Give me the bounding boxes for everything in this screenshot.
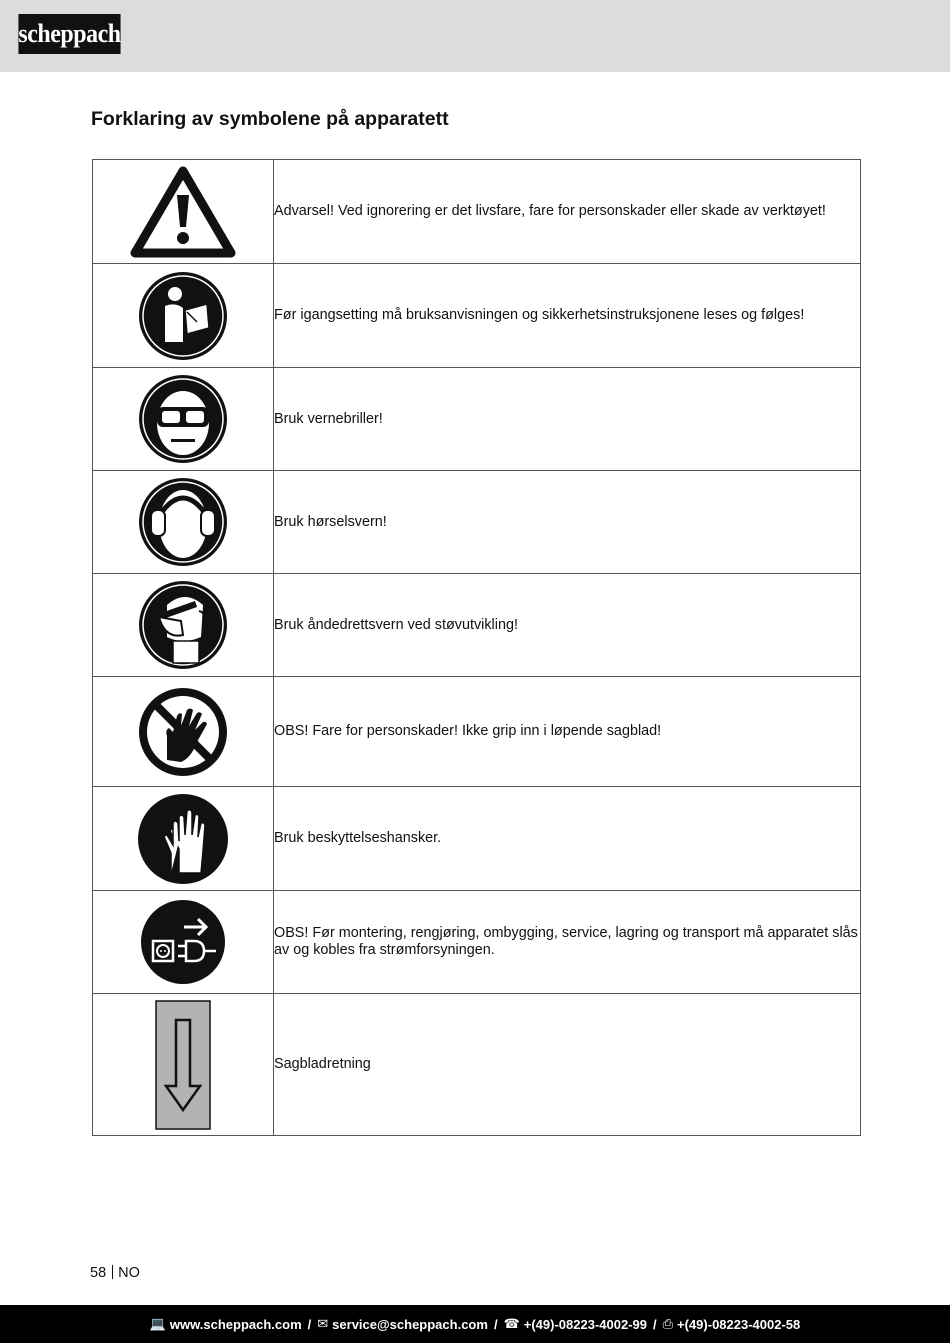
symbol-description: OBS! Før montering, rengjøring, ombygging, service, lagring og transport må apparatet slås av og kobles fra strømforsyningen. <box>274 891 861 994</box>
page-number <box>90 1265 140 1281</box>
mail-icon: ✉ <box>317 1316 329 1331</box>
icon-cell <box>93 160 274 264</box>
footer-bar <box>0 1305 950 1343</box>
table-row <box>93 264 861 368</box>
page-number-value: 58 <box>90 1265 107 1281</box>
safety-goggles-icon <box>137 373 229 465</box>
symbol-description: Bruk beskyttelseshansker. <box>274 787 861 891</box>
scheppach-logo[interactable]: scheppach <box>18 14 120 54</box>
table-row <box>93 677 861 787</box>
blade-direction-arrow-icon <box>155 1000 211 1130</box>
gloves-icon <box>137 793 229 885</box>
table-row <box>93 891 861 994</box>
symbol-description: Bruk hørselsvern! <box>274 471 861 574</box>
no-hand-icon <box>137 686 229 778</box>
symbol-description: Sagbladretning <box>274 994 861 1136</box>
table-row <box>93 160 861 264</box>
ear-protection-icon <box>137 476 229 568</box>
page-title: Forklaring av symbolene på apparatett <box>91 108 449 130</box>
footer-separator: / <box>307 1316 312 1332</box>
icon-cell <box>93 994 274 1136</box>
symbol-description: OBS! Fare for personskader! Ikke grip inn i løpende sagblad! <box>274 677 861 787</box>
footer-separator: / <box>493 1316 498 1332</box>
respirator-icon <box>137 579 229 671</box>
read-manual-icon <box>137 270 229 362</box>
symbol-description: Bruk åndedrettsvern ved støvutvikling! <box>274 574 861 677</box>
phone-icon: ☎ <box>503 1316 520 1331</box>
symbol-description: Før igangsetting må bruksanvisningen og sikkerhetsinstruksjonene leses og følges! <box>274 264 861 368</box>
table-row <box>93 994 861 1136</box>
footer-fax: +(49)-08223-4002-58 <box>677 1316 801 1332</box>
table-row <box>93 471 861 574</box>
icon-cell <box>93 891 274 994</box>
icon-cell <box>93 574 274 677</box>
footer-phone[interactable]: +(49)-08223-4002-99 <box>523 1316 647 1332</box>
symbol-description: Advarsel! Ved ignorering er det livsfare, fare for personskader eller skade av verktøyet! <box>274 160 861 264</box>
icon-cell <box>93 264 274 368</box>
table-row <box>93 368 861 471</box>
icon-cell <box>93 787 274 891</box>
footer-separator: / <box>653 1316 657 1332</box>
footer-website-link[interactable]: www.scheppach.com <box>169 1316 302 1332</box>
divider <box>112 1265 113 1279</box>
symbol-description: Bruk vernebriller! <box>274 368 861 471</box>
icon-cell <box>93 677 274 787</box>
footer-email-link[interactable]: service@scheppach.com <box>332 1316 488 1332</box>
header-bar <box>0 0 950 72</box>
computer-icon: 💻 <box>149 1316 166 1331</box>
icon-cell <box>93 471 274 574</box>
unplug-icon <box>140 899 226 985</box>
table-row <box>93 574 861 677</box>
fax-icon: ⎙ <box>662 1316 674 1331</box>
symbols-table <box>92 159 861 1136</box>
warning-triangle-icon <box>130 165 236 259</box>
page-language: NO <box>118 1265 140 1281</box>
icon-cell <box>93 368 274 471</box>
table-row <box>93 787 861 891</box>
